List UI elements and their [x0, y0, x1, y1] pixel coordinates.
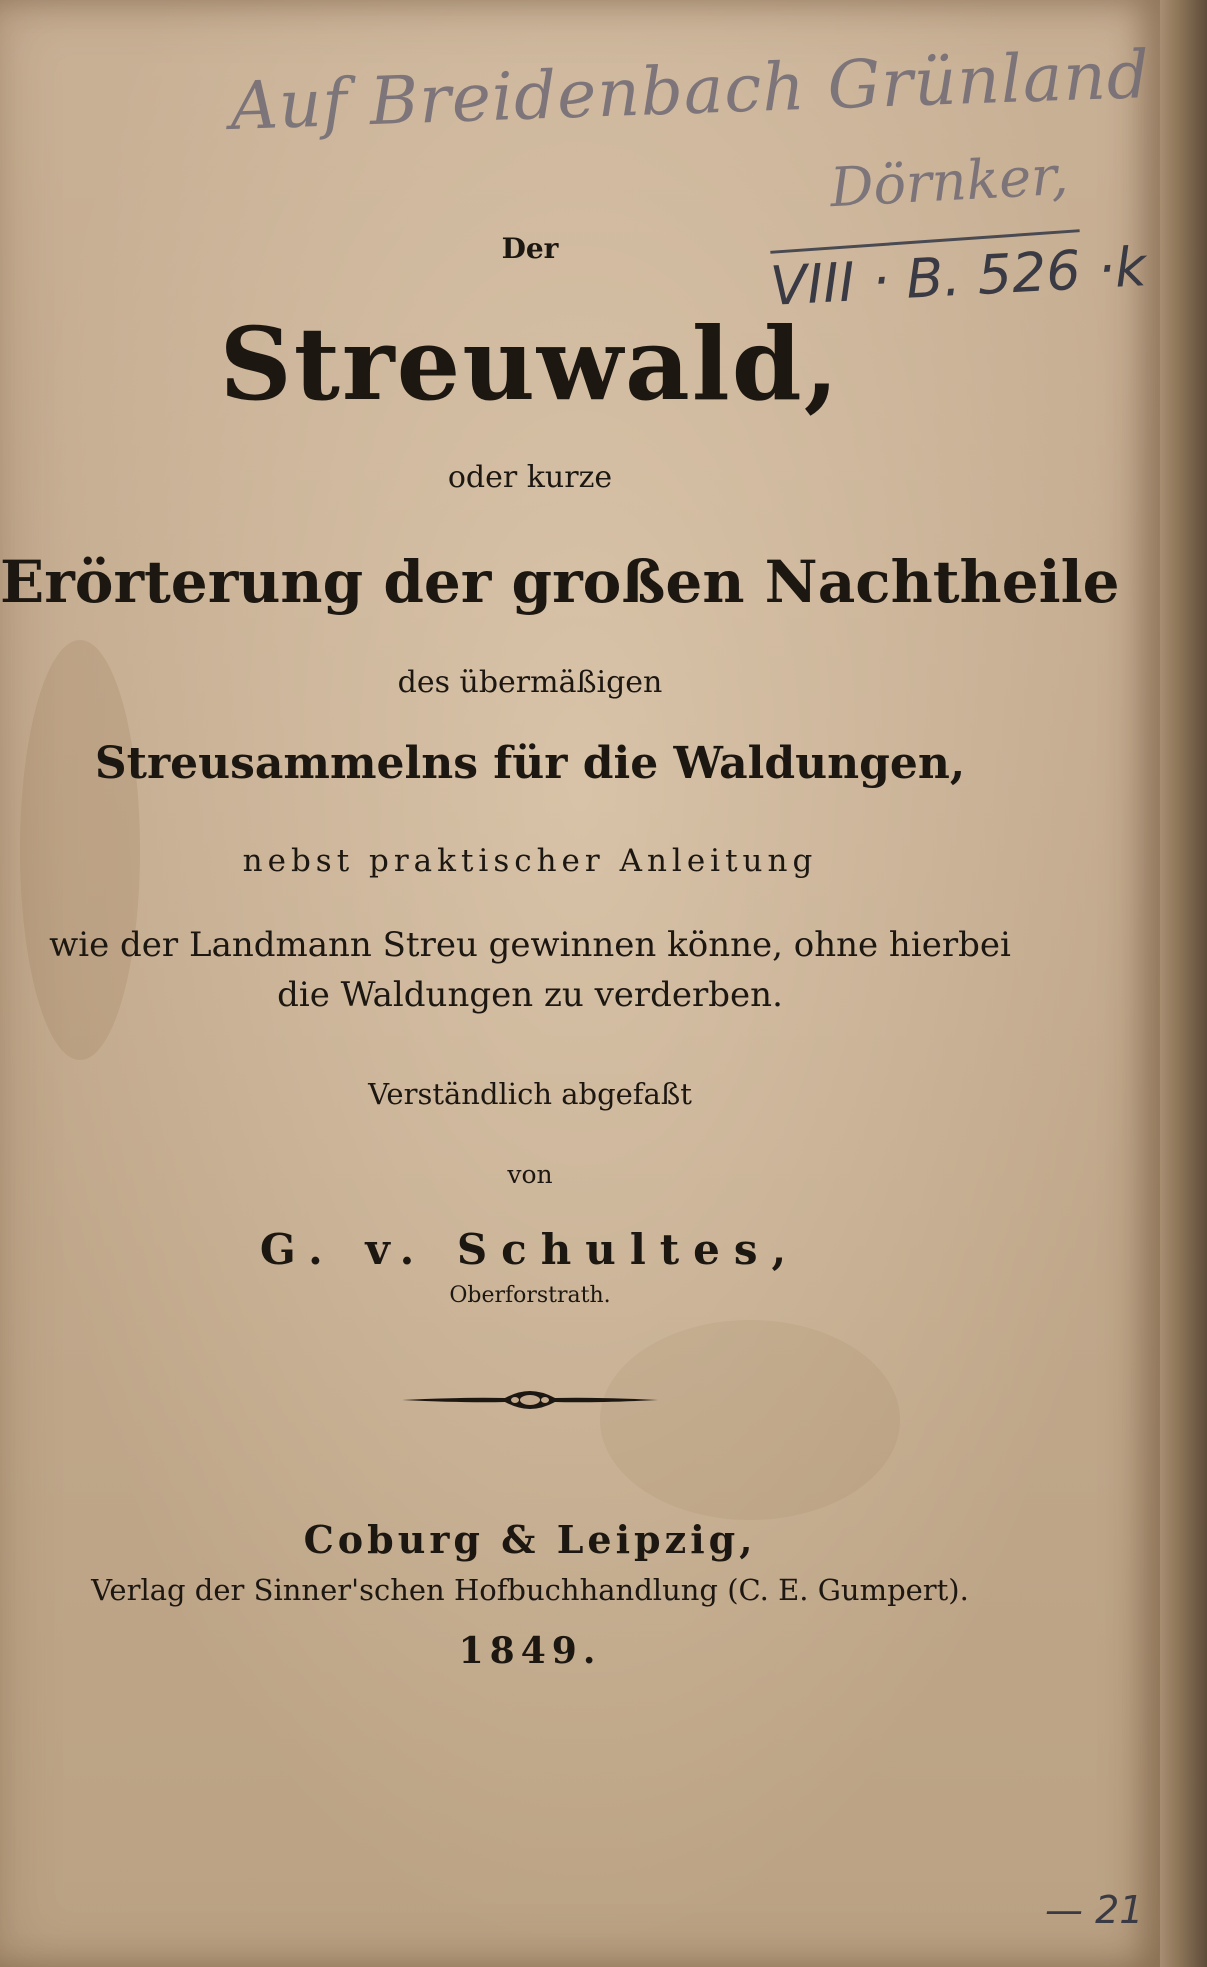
subtitle-wie-line1: wie der Landmann Streu gewinnen könne, ohne hierbei [49, 925, 1011, 965]
shelfmark: VIII · B. 526 ·k [768, 235, 1148, 318]
subtitle-streu-line: Streusammelns für die Waldungen, [94, 738, 966, 789]
title-article: Der [501, 232, 559, 265]
subtitle-des-line: des übermäßigen [397, 665, 663, 700]
book-page-edges [1160, 0, 1207, 1967]
paper-stain [600, 1320, 900, 1520]
subtitle-wie-line2: die Waldungen zu verderben. [277, 975, 783, 1015]
publication-place: Coburg & Leipzig, [303, 1517, 757, 1562]
handwritten-note-line2: Dörnker, [828, 143, 1070, 220]
by-word: von [507, 1160, 553, 1189]
publisher-line: Verlag der Sinner'schen Hofbuchhandlung (C. E. Gumpert). [91, 1573, 969, 1607]
publication-year: 1849. [458, 1630, 602, 1672]
authorship-note: Verständlich abgefaßt [368, 1077, 692, 1111]
author-rank: Oberforstrath. [449, 1283, 611, 1308]
handwritten-note-line1: Auf Breidenbach Grünland [228, 35, 1152, 146]
main-subtitle: Erörterung der großen Nachtheile [0, 548, 1120, 616]
handwritten-page-number: — 21 [1045, 1888, 1144, 1932]
decorative-rule-ornament [400, 1385, 660, 1415]
title-connector: oder kurze [447, 460, 613, 495]
author-name: G. v. Schultes, [259, 1225, 801, 1274]
book-title: Streuwald, [219, 305, 841, 423]
subtitle-nebst-line: nebst praktischer Anleitung [242, 843, 818, 879]
